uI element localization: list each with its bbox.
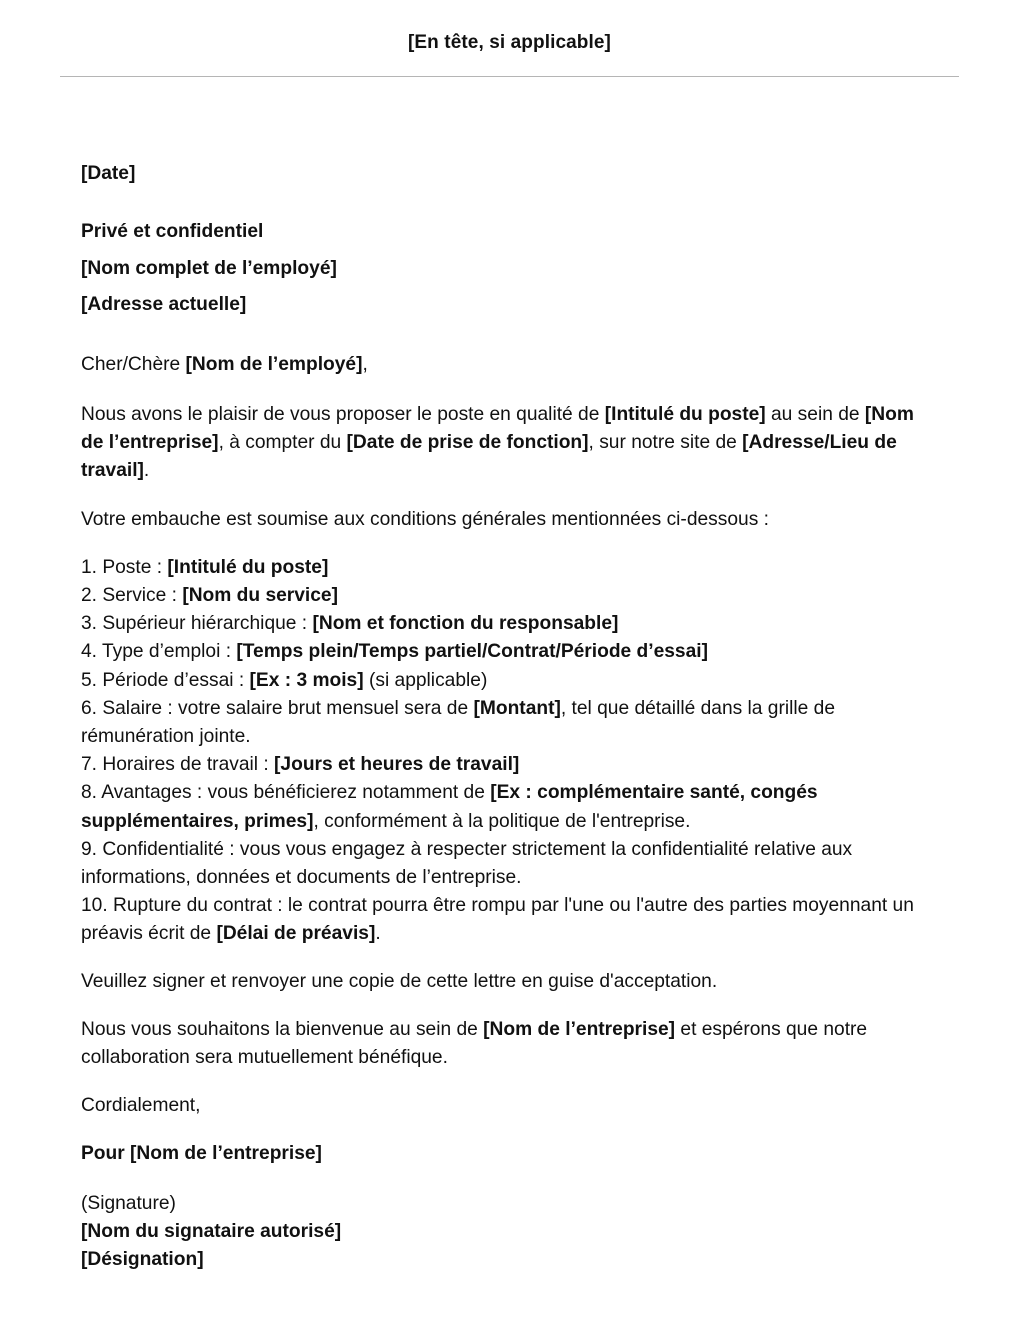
intro-company-name: [Nom de l’entreprise]: [81, 403, 914, 454]
condition-suffix: , conformément à la politique de l'entreprise.: [313, 810, 691, 832]
greeting-suffix: ,: [362, 353, 368, 375]
condition-label: 1. Poste :: [81, 556, 168, 578]
greeting: [81, 351, 931, 379]
closing: Cordialement,: [81, 1095, 201, 1117]
condition-value: [Intitulé du poste]: [167, 556, 329, 578]
intro-work-location: [Adresse/Lieu de travail]: [81, 432, 897, 482]
welcome-text-1: Nous vous souhaitons la bienvenue au sein de: [81, 1018, 484, 1040]
condition-item: [81, 610, 931, 638]
condition-item: [81, 892, 931, 948]
signatory-name: [Nom du signataire autorisé]: [81, 1220, 342, 1242]
condition-value: [Nom et fonction du responsable]: [312, 613, 619, 635]
welcome-text-2: et espérons que notre collaboration sera mutuellement bénéfique.: [81, 1018, 868, 1068]
employee-full-name: [Nom complet de l’employé]: [81, 257, 337, 279]
condition-suffix: .: [375, 923, 381, 945]
for-company: Pour [Nom de l’entreprise]: [81, 1143, 322, 1165]
condition-value: [Jours et heures de travail]: [274, 754, 520, 776]
condition-item: 9. Confidentialité : vous vous engagez à respecter strictement la confidentialité relative aux informations, données et documents de l’entreprise.: [81, 838, 853, 888]
condition-item: [81, 638, 931, 666]
intro-text-2: au sein de: [765, 403, 865, 425]
intro-paragraph: [81, 401, 931, 486]
letter-date: [Date]: [81, 163, 136, 184]
condition-item: [81, 779, 931, 835]
greeting-prefix: Cher/Chère: [81, 353, 186, 375]
signature-placeholder: (Signature): [81, 1192, 176, 1214]
signatory-designation: [Désignation]: [81, 1248, 204, 1270]
condition-label: 7. Horaires de travail :: [81, 754, 275, 776]
page-header: [60, 0, 959, 77]
condition-item: [81, 667, 931, 695]
intro-text-4: , sur notre site de: [588, 432, 743, 454]
intro-text-3: , à compter du: [218, 432, 347, 454]
condition-value: [Temps plein/Temps partiel/Contrat/Période d’essai]: [236, 641, 708, 663]
current-address: [Adresse actuelle]: [81, 294, 247, 316]
condition-label: 6. Salaire : votre salaire brut mensuel sera de: [81, 697, 474, 719]
condition-label: 3. Supérieur hiérarchique :: [81, 613, 313, 635]
greeting-name: [Nom de l’employé]: [185, 353, 363, 375]
conditions-intro: Votre embauche est soumise aux conditions générales mentionnées ci-dessous :: [81, 508, 769, 530]
condition-label: 2. Service :: [81, 584, 183, 606]
condition-value: [Délai de préavis]: [216, 923, 376, 945]
condition-value: [Ex : 3 mois]: [249, 669, 364, 691]
condition-suffix: (si applicable): [363, 669, 488, 691]
condition-label: 5. Période d’essai :: [81, 669, 250, 691]
welcome-company-name: [Nom de l’entreprise]: [483, 1018, 676, 1040]
condition-item: [81, 582, 931, 610]
condition-value: [Nom du service]: [182, 584, 338, 606]
condition-item: [81, 554, 931, 582]
condition-label: 8. Avantages : vous bénéficierez notamment de: [81, 782, 491, 804]
header-title: [En tête, si applicable]: [407, 32, 611, 53]
sign-request: Veuillez signer et renvoyer une copie de cette lettre en guise d'acceptation.: [81, 970, 718, 992]
conditions-list: [81, 554, 931, 949]
letter-body: [81, 160, 931, 1274]
condition-label: 10. Rupture du contrat : le contrat pourra être rompu par l'une ou l'autre des parties moyennant un préavis écrit de: [81, 895, 914, 945]
intro-text-5: .: [143, 460, 150, 482]
intro-start-date: [Date de prise de fonction]: [346, 432, 589, 454]
condition-suffix: , tel que détaillé dans la grille de rémunération jointe.: [81, 697, 835, 747]
condition-value: [Ex : complémentaire santé, congés supplémentaires, primes]: [81, 782, 818, 832]
condition-item: [81, 751, 931, 779]
intro-job-title: [Intitulé du poste]: [604, 403, 766, 425]
intro-text-1: Nous avons le plaisir de vous proposer le poste en qualité de: [81, 403, 605, 425]
confidential-label: Privé et confidentiel: [81, 221, 264, 243]
condition-value: [Montant]: [473, 697, 561, 719]
welcome-paragraph: [81, 1016, 931, 1072]
condition-label: 4. Type d’emploi :: [81, 641, 237, 663]
condition-item: [81, 695, 931, 751]
